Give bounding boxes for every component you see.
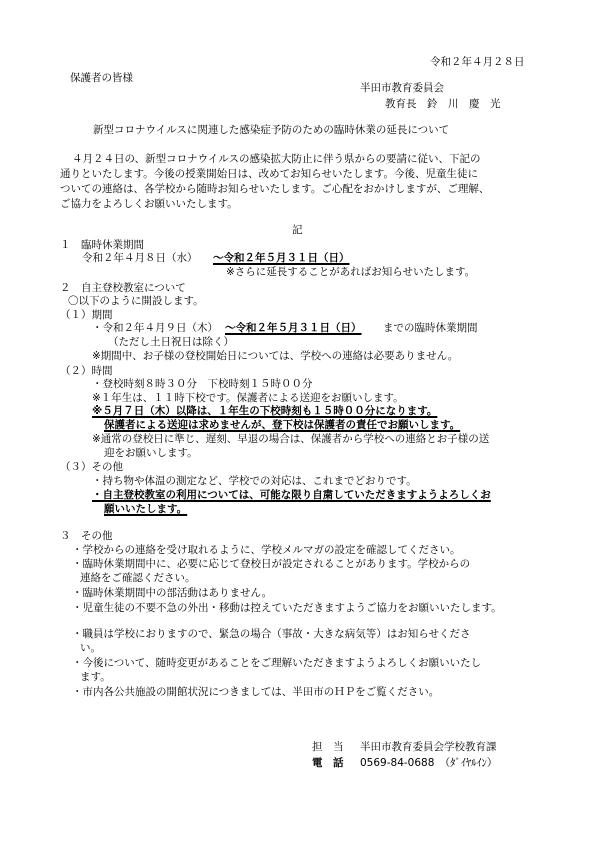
section2-period-note: ※期間中、お子様の登校開始日については、学校への連絡は必要ありません。 <box>92 350 459 362</box>
section3-heading: ３ その他 <box>60 530 113 542</box>
section2-time-line3: ※５月７日（木）以降は、１年生の下校時刻も１５時００分になります。 <box>92 405 438 417</box>
sender-org: 半田市教育委員会 <box>360 82 444 94</box>
intro-line-3: ついての連絡は、各学校から随時お知らせいたします。ご心配をおかけしますが、ご理解、 <box>60 183 490 195</box>
section2-period-end: ～令和２年５月３１日（日） <box>225 322 362 334</box>
recipient: 保護者の皆様 <box>70 72 133 84</box>
document-date: 令和２年４月２８日 <box>430 56 525 68</box>
section2-period-exception: （ただし土日祝日は除く） <box>108 336 234 348</box>
section1-period-end: ～令和２年５月３１日（日） <box>213 252 350 264</box>
contact-dept: 半田市教育委員会学校教育課 <box>360 741 497 753</box>
section2-time-line5: ※通常の登校日に準じ、遅刻、早退の場合は、保護者から学校への連絡とお子様の送 <box>92 433 490 445</box>
section2-time-line2: ※１年生は、１１時下校です。保護者による送迎をお願いします。 <box>92 392 404 404</box>
ki-heading: 記 <box>292 224 303 236</box>
section2-other-line1: ・持ち物や体温の測定など、学校での対応は、これまでどおりです。 <box>92 475 417 487</box>
section1-note: ※さらに延長することがあればお知らせいたします。 <box>226 266 476 278</box>
section3-item-2-cont: 連絡をご確認ください。 <box>80 572 196 584</box>
section2-lead: 〇以下のように開設します。 <box>68 295 204 307</box>
section3-item-6-cont: ます。 <box>80 671 111 683</box>
intro-line-2: 通りといたします。今後の授業開始日は、改めてお知らせいたします。今後、児童生徒に <box>60 168 479 180</box>
section3-item-6: ・今後について、随時変更があることをご理解いただきますようよろしくお願いいたし <box>72 657 482 669</box>
section2-other-line3: 願いいたします。 <box>104 503 188 515</box>
contact-phone: 0569-84-0688 （ﾀﾞｲﾔﾙｲﾝ） <box>360 757 498 769</box>
contact-dept-label: 担 当 <box>312 741 344 753</box>
section2-heading: ２ 自主登校教室について <box>60 282 186 294</box>
section2-time-line4: 保護者による送迎は求めませんが、登下校は保護者の責任でお願いします。 <box>104 419 461 431</box>
section3-item-5-cont: い。 <box>80 642 101 654</box>
section2-period-suffix: までの臨時休業期間 <box>383 322 478 334</box>
section1-period-start: 令和２年４月８日（水） <box>82 252 198 264</box>
section3-item-5: ・職員は学校におりますので、緊急の場合（事故・大きな病気等）はお知らせくださ <box>72 628 471 640</box>
section2-time-line1: ・登校時刻８時３０分 下校時刻１５時００分 <box>92 378 313 390</box>
sender-name: 教育長 鈴 川 慶 光 <box>385 98 501 110</box>
section2-period-start: ・令和２年４月９日（木） <box>92 322 218 334</box>
section1-heading: １ 臨時休業期間 <box>60 239 144 251</box>
section2-period-heading: （１）期間 <box>60 309 113 321</box>
section3-item-7: ・市内各公共施設の開館状況につきましては、半田市のＨＰをご覧ください。 <box>72 686 440 698</box>
section3-item-3: ・臨時休業期間中の部活動はありません。 <box>72 587 273 599</box>
section2-time-heading: （２）時間 <box>60 365 113 377</box>
section2-time-line6: 迎をお願いします。 <box>104 447 198 459</box>
intro-line-4: ご協力をよろしくお願いいたします。 <box>60 198 238 210</box>
section2-other-heading: （３）その他 <box>60 461 123 473</box>
section3-item-4: ・児童生徒の不要不急の外出・移動は控えていただきますようご協力をお願いいたします。 <box>72 602 502 614</box>
contact-phone-label: 電 話 <box>312 757 344 769</box>
section3-item-2: ・臨時休業期間中に、必要に応じて登校日が設定されることがあります。学校からの <box>72 558 471 570</box>
intro-line-1: ４月２４日の、新型コロナウイルスの感染拡大防止に伴う県からの要請に従い、下記の <box>72 153 481 165</box>
section3-item-1: ・学校からの連絡を受け取れるように、学校メルマガの設定を確認してください。 <box>72 544 461 556</box>
section2-other-line2: ・自主登校教室の利用については、可能な限り自粛していただきますようよろしくお <box>92 489 491 501</box>
document-title: 新型コロナウイルスに関連した感染症予防のための臨時休業の延長について <box>93 124 450 136</box>
